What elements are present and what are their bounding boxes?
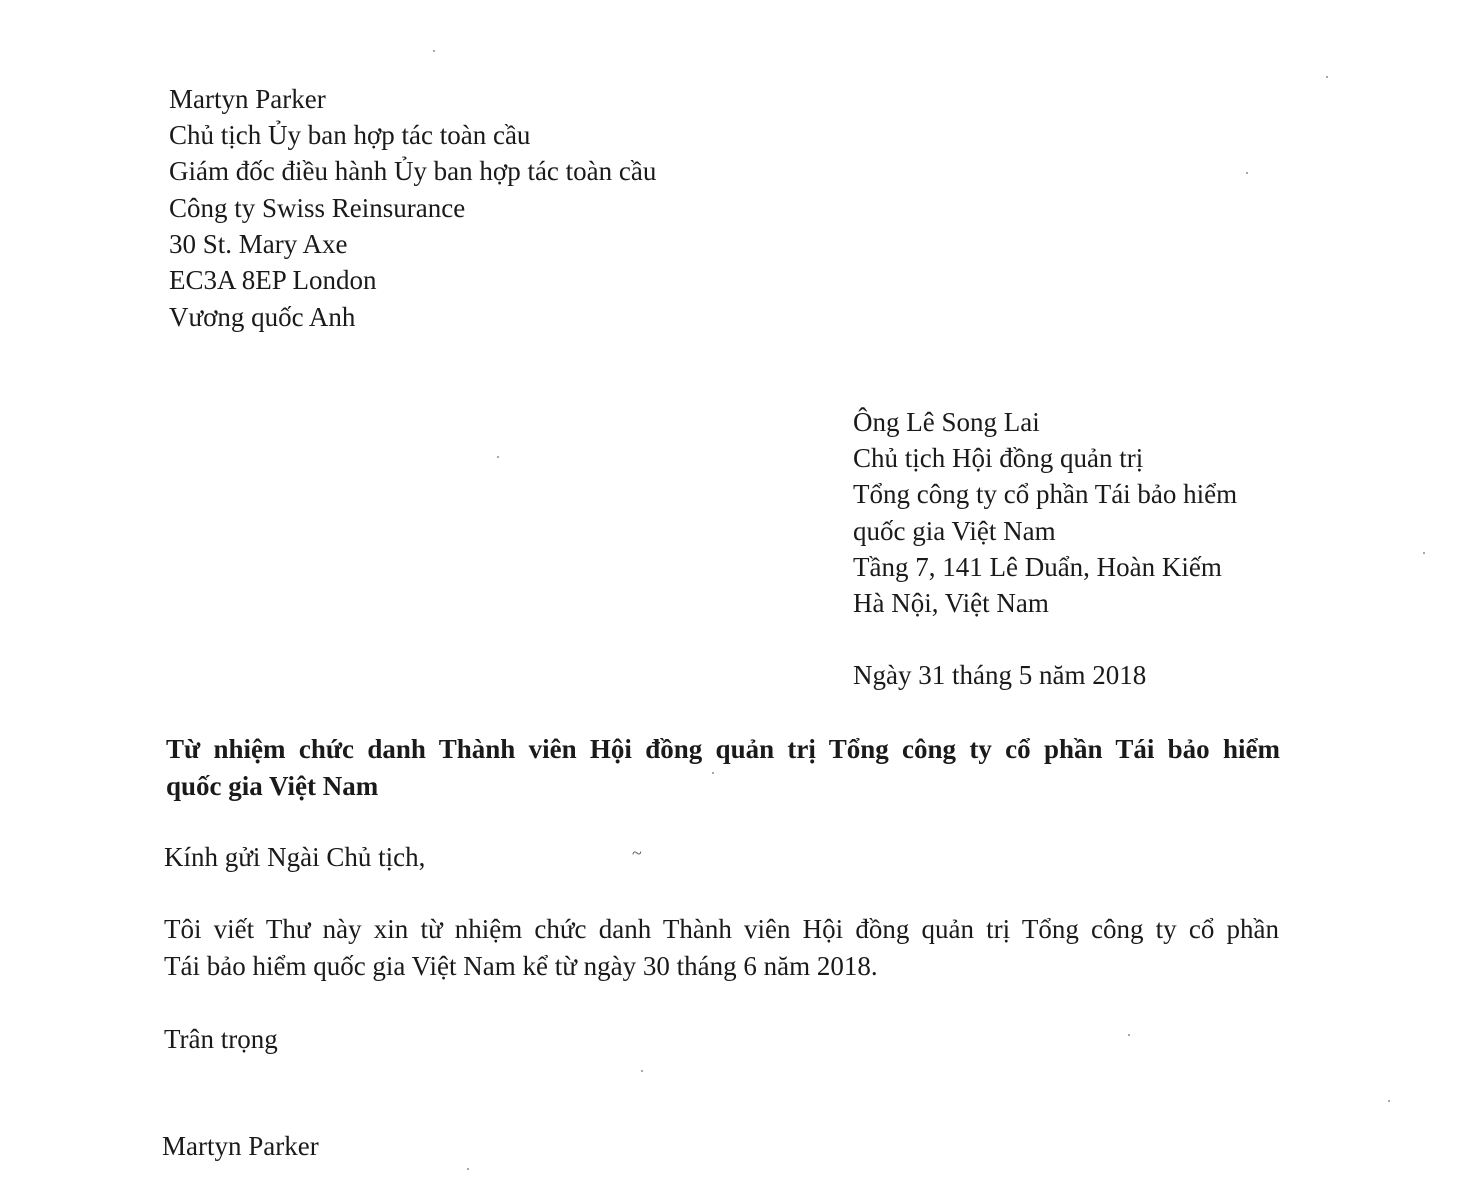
salutation: Kính gửi Ngài Chủ tịch, <box>164 842 426 872</box>
signature-name: Martyn Parker <box>162 1131 319 1161</box>
subject-line-1: Từ nhiệm chức danh Thành viên Hội đồng quản trị Tổng công ty cổ phần Tái bảo hiểm <box>166 734 1280 764</box>
body-line-2: Tái bảo hiểm quốc gia Việt Nam kể từ ngày 30 tháng 6 năm 2018. <box>164 951 878 981</box>
scan-mark: ~ <box>632 843 642 863</box>
subject-line-2: quốc gia Việt Nam <box>166 771 379 801</box>
sender-name: Martyn Parker <box>169 84 326 114</box>
sender-title-1: Chủ tịch Ủy ban hợp tác toàn cầu <box>169 120 531 150</box>
scan-speck <box>641 1070 643 1072</box>
closing: Trân trọng <box>164 1024 278 1054</box>
sender-country: Vương quốc Anh <box>169 302 356 332</box>
recipient-company-1: Tổng công ty cổ phần Tái bảo hiểm <box>853 479 1238 509</box>
sender-city: EC3A 8EP London <box>169 265 377 295</box>
recipient-city: Hà Nội, Việt Nam <box>853 588 1049 618</box>
recipient-company-2: quốc gia Việt Nam <box>853 516 1056 546</box>
scan-speck <box>1423 552 1425 554</box>
scan-speck <box>1326 76 1328 78</box>
sender-title-2: Giám đốc điều hành Ủy ban hợp tác toàn cầu <box>169 156 657 186</box>
sender-company: Công ty Swiss Reinsurance <box>169 193 466 223</box>
recipient-title: Chủ tịch Hội đồng quản trị <box>853 443 1144 473</box>
scan-speck <box>1128 1034 1130 1036</box>
scan-speck <box>467 1168 469 1170</box>
scan-speck <box>1246 172 1248 174</box>
scan-speck <box>433 50 435 52</box>
letter-date: Ngày 31 tháng 5 năm 2018 <box>853 660 1147 690</box>
scan-speck <box>1388 1100 1390 1102</box>
recipient-street: Tầng 7, 141 Lê Duẩn, Hoàn Kiếm <box>853 552 1222 582</box>
body-line-1: Tôi viết Thư này xin từ nhiệm chức danh Thành viên Hội đồng quản trị Tổng công ty cổ phần <box>164 914 1279 944</box>
recipient-name: Ông Lê Song Lai <box>853 407 1040 437</box>
sender-street: 30 St. Mary Axe <box>169 229 348 259</box>
scan-speck <box>497 456 499 458</box>
scan-speck <box>712 772 714 774</box>
